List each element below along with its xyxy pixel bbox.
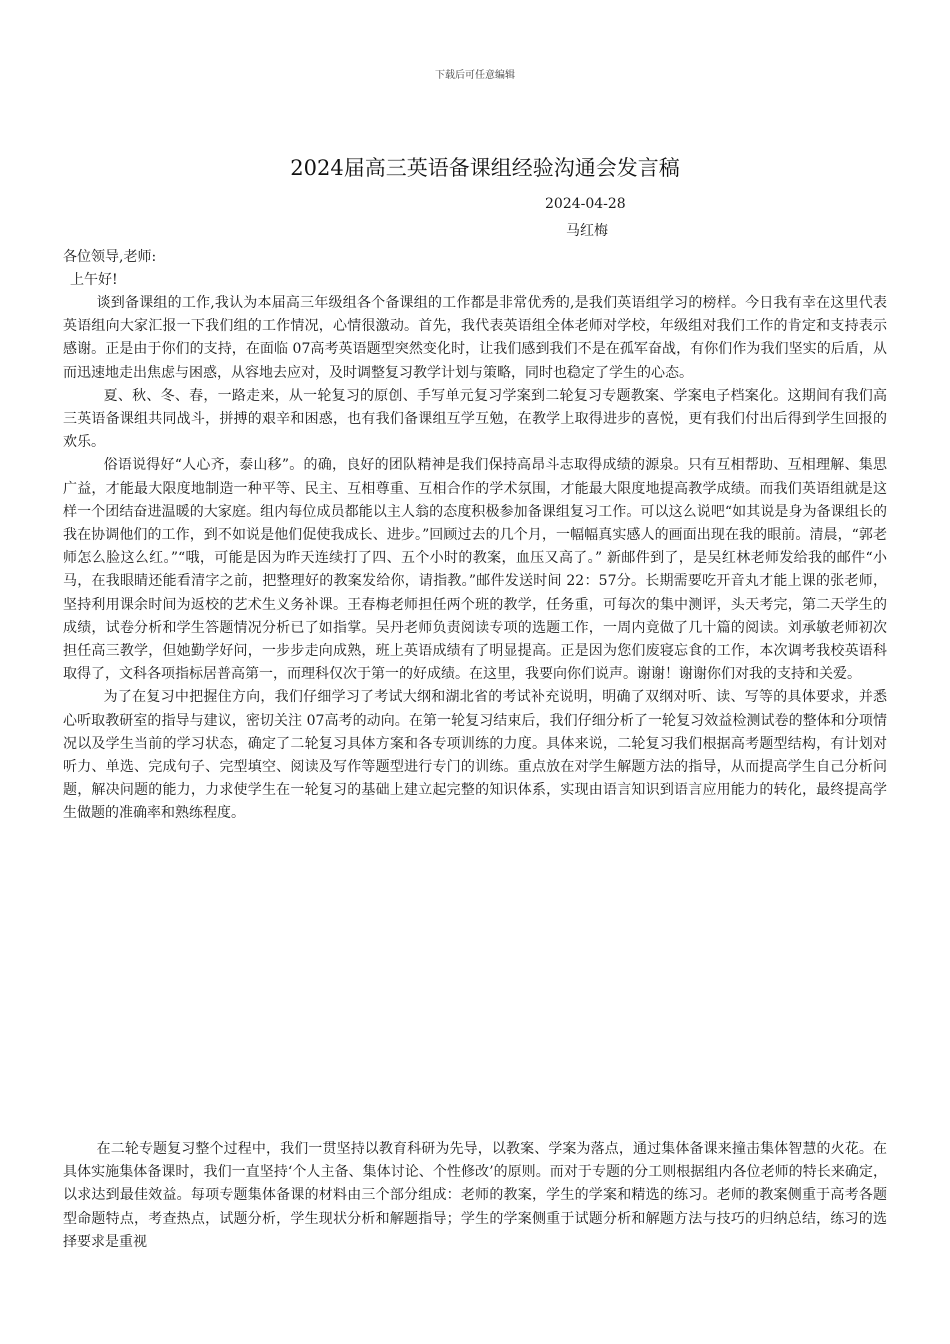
- document-title: 2024届高三英语备课组经验沟通会发言稿: [290, 156, 680, 180]
- paragraph: 俗语说得好“人心齐，泰山移”。的确，良好的团队精神是我们保持高昂斗志取得成绩的源泉。只有互相帮助、互相理解、集思广益，才能最大限度地制造一种平等、民主、互相尊重、互相合作的学术氛围，才能最大限度地提高教学成绩。而我们英语组就是这样一个团结奋进温暖的大家庭。组内每位成员都能以主人翁的态度积极参加备课组复习工作。可以这么说吧“如其说是身为备课组长的我在协调他们的工作，到不如说是他们促使我成长、进步。”回顾过去的几个月，一幅幅真实感人的画面出现在我的眼前。清晨，“郭老师怎么脸这么红。”“哦，可能是因为昨天连续打了四、五个小时的教案，血压又高了。” 新邮件到了，是吴红林老师发给我的邮件“小马，在我眼睛还能看清字之前，把整理好的教案发给你，请指教。”邮件发送时间 22：57分。长期需要吃开音丸才能上课的张老师，坚持利用课余时间为返校的艺术生义务补课。王春梅老师担任两个班的教学，任务重，可每次的集中测评，头天考完，第二天学生的成绩，试卷分析和学生答题情况分析已了如指掌。吴丹老师负责阅读专项的选题工作，一周内竟做了几十篇的阅读。刘承敏老师初次担任高三教学，但她勤学好问，一步步走向成熟，班上英语成绩有了明显提高。正是因为您们废寝忘食的工作，本次调考我校英语科取得了，文科各项指标居普高第一，而理科仅次于第一的好成绩。在这里，我要向你们说声。谢谢！谢谢你们对我的支持和关爱。: [63, 457, 887, 683]
- document-date: 2024-04-28: [545, 196, 626, 212]
- paragraph: 为了在复习中把握住方向，我们仔细学习了考试大纲和湖北省的考试补充说明，明确了双纲对听、读、写等的具体要求，并悉心听取教研室的指导与建议，密切关注 07高考的动向。在第一轮复习结束后，我们仔细分析了一轮复习效益检测试卷的整体和分项情况以及学生当前的学习状态，确定了二轮复习具体方案和各专项训练的力度。具体来说，二轮复习我们根据高考题型结构，有计划对听力、单选、完成句子、完型填空、阅读及写作等题型进行专门的训练。重点放在对学生解题方法的指导，从而提高学生自己分析问题，解决问题的能力，力求使学生在一轮复习的基础上建立起完整的知识体系，实现由语言知识到语言应用能力的转化，最终提高学生做题的准确率和熟练程度。: [63, 689, 887, 822]
- header-note: 下载后可任意编辑: [435, 70, 515, 81]
- speech-body: [63, 292, 887, 826]
- paragraph: 夏、秋、冬、春，一路走来，从一轮复习的原创、手写单元复习学案到二轮复习专题教案、学案电子档案化。这期间有我们高三英语备课组共同战斗，拼搏的艰辛和困惑，也有我们备课组互学互勉，在教学上取得进步的喜悦，更有我们付出后得到学生回报的欢乐。: [63, 387, 887, 451]
- paragraph: 在二轮专题复习整个过程中，我们一贯坚持以教育科研为先导，以教案、学案为落点，通过集体备课来撞击集体智慧的火花。在具体实施集体备课时，我们一直坚持‘个人主备、集体讨论、个性修改’的原则。而对于专题的分工则根据组内各位老师的特长来确定，以求达到最佳效益。每项专题集体备课的材料由三个部分组成：老师的教案，学生的学案和精选的练习。老师的教案侧重于高考各题型命题特点，考查热点，试题分析，学生现状分析和解题指导；学生的学案侧重于试题分析和解题方法与技巧的归纳总结，练习的选择要求是重视: [63, 1141, 887, 1250]
- document-author: 马红梅: [566, 223, 608, 239]
- speech-body-continued: [63, 1138, 887, 1254]
- salutation: 各位领导,老师:: [63, 249, 157, 265]
- paragraph: 谈到备课组的工作,我认为本届高三年级组各个备课组的工作都是非常优秀的,是我们英语组学习的榜样。今日我有幸在这里代表英语组向大家汇报一下我们组的工作情况，心情很激动。首先，我代表英语组全体老师对学校，年级组对我们工作的肯定和支持表示感谢。正是由于你们的支持，在面临 07高考英语题型突然变化时，让我们感到我们不是在孤军奋战，有你们作为我们坚实的后盾，从而迅速地走出焦虑与困惑，从容地去应对，及时调整复习教学计划与策略，同时也稳定了学生的心态。: [63, 295, 887, 381]
- greeting: 上午好!: [70, 272, 118, 288]
